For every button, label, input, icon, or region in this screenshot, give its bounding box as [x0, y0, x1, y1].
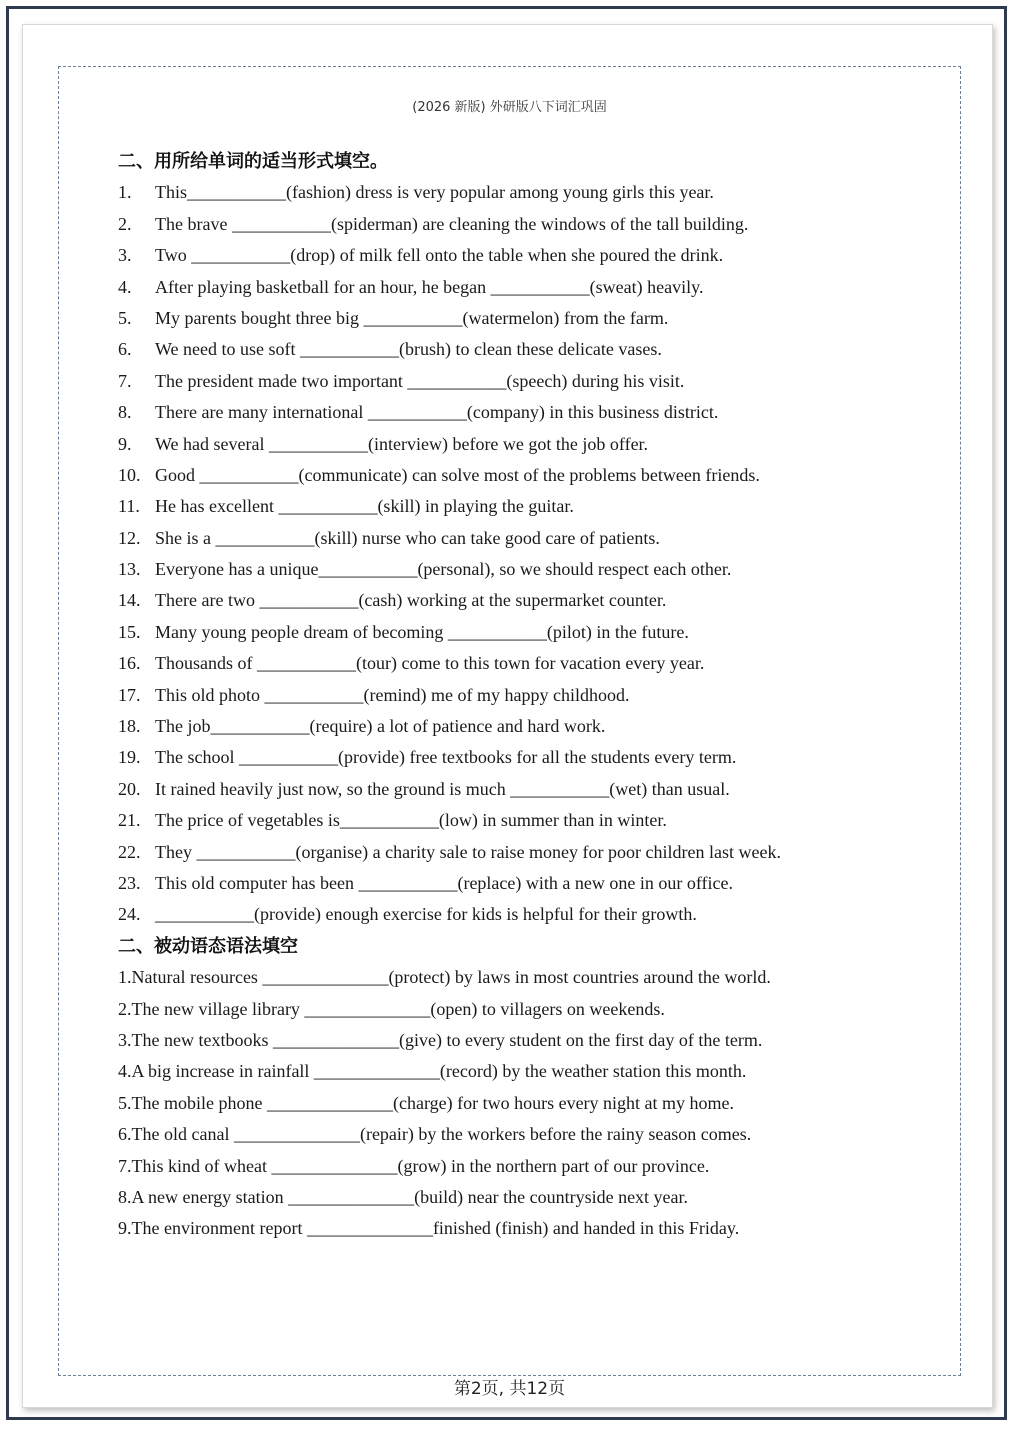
question-number: 17. [118, 684, 141, 705]
question-number: 8. [118, 402, 132, 423]
question-text: The brave ___________(spiderman) are cleaning the windows of the tall building. [155, 213, 749, 234]
question-number: 15. [118, 621, 141, 642]
question-number: 23. [118, 872, 141, 893]
question-item [118, 680, 858, 711]
question-text: It rained heavily just now, so the ground is much ___________(wet) than usual. [155, 778, 730, 799]
question-text: Two ___________(drop) of milk fell onto the table when she poured the drink. [155, 245, 724, 266]
question-number: 16. [118, 653, 141, 674]
question-text: The job___________(require) a lot of patience and hard work. [155, 716, 606, 737]
question-number: 14. [118, 590, 141, 611]
question-item [118, 272, 858, 303]
passive-question-item: 8.A new energy station ______________(build) near the countryside next year. [118, 1186, 689, 1207]
question-number: 24. [118, 904, 141, 925]
question-item [118, 774, 858, 805]
question-item [118, 334, 858, 365]
question-number: 5. [118, 307, 132, 328]
question-item [118, 209, 858, 240]
question-number: 20. [118, 778, 141, 799]
question-text: He has excellent ___________(skill) in playing the guitar. [155, 496, 574, 517]
page-number: 第2页, 共12页 [453, 1379, 566, 1399]
question-number: 9. [118, 433, 132, 454]
question-text: This old photo ___________(remind) me of my happy childhood. [155, 684, 630, 705]
question-text: My parents bought three big ___________(watermelon) from the farm. [155, 307, 669, 328]
passive-question-item: 3.The new textbooks ______________(give) to every student on the first day of the term. [118, 1029, 763, 1050]
question-text: They ___________(organise) a charity sale to raise money for poor children last week. [155, 841, 781, 862]
question-item [118, 899, 858, 930]
question-text: The school ___________(provide) free textbooks for all the students every term. [155, 747, 737, 768]
passive-question-item: 4.A big increase in rainfall ______________(record) by the weather station this month. [118, 1061, 747, 1082]
question-text: We need to use soft ___________(brush) to clean these delicate vases. [155, 339, 662, 360]
question-number: 1. [118, 182, 132, 203]
question-text: The price of vegetables is___________(low) in summer than in winter. [155, 810, 667, 831]
section1-title: 二、用所给单词的适当形式填空。 [118, 151, 388, 172]
passive-question-item: 6.The old canal ______________(repair) by the workers before the rainy season comes. [118, 1124, 752, 1145]
question-item [118, 711, 858, 742]
question-number: 22. [118, 841, 141, 862]
question-item [118, 397, 858, 428]
question-item [118, 648, 858, 679]
question-number: 18. [118, 716, 141, 737]
question-item [118, 491, 858, 522]
question-item [118, 805, 858, 836]
question-item [118, 585, 858, 616]
passive-question-item: 5.The mobile phone ______________(charge) for two hours every night at my home. [118, 1092, 735, 1113]
passive-question-item: 7.This kind of wheat ______________(grow) in the northern part of our province. [118, 1155, 710, 1176]
page-header: (2026 新版) 外研版八下词汇巩固 [412, 100, 607, 115]
question-item [118, 429, 858, 460]
question-number: 13. [118, 559, 141, 580]
question-item [118, 366, 858, 397]
question-text: This___________(fashion) dress is very popular among young girls this year. [155, 182, 714, 203]
question-text: We had several ___________(interview) before we got the job offer. [155, 433, 649, 454]
question-number: 4. [118, 276, 132, 297]
question-text: The president made two important ___________(speech) during his visit. [155, 370, 685, 391]
question-item [118, 617, 858, 648]
question-text: There are two ___________(cash) working at the supermarket counter. [155, 590, 667, 611]
question-number: 6. [118, 339, 132, 360]
question-text: Good ___________(communicate) can solve most of the problems between friends. [155, 464, 760, 485]
question-number: 3. [118, 245, 132, 266]
question-item [118, 460, 858, 491]
question-item [118, 523, 858, 554]
question-text: After playing basketball for an hour, he began ___________(sweat) heavily. [155, 276, 704, 297]
question-text: There are many international ___________(company) in this business district. [155, 402, 719, 423]
question-number: 7. [118, 370, 132, 391]
question-text: This old computer has been ___________(replace) with a new one in our office. [155, 872, 733, 893]
section2-title: 二、被动语态语法填空 [118, 935, 298, 957]
question-text: Thousands of ___________(tour) come to this town for vacation every year. [155, 653, 705, 674]
question-item [118, 554, 858, 585]
question-item [118, 303, 858, 334]
question-number: 2. [118, 213, 132, 234]
question-item [118, 177, 858, 208]
question-text: Everyone has a unique___________(personal), so we should respect each other. [155, 559, 732, 580]
section1-question-list [118, 177, 858, 930]
question-text: She is a ___________(skill) nurse who can take good care of patients. [155, 527, 660, 548]
question-item [118, 240, 858, 271]
passive-question-item: 9.The environment report ______________finished (finish) and handed in this Friday. [118, 1218, 740, 1239]
question-text: Many young people dream of becoming ___________(pilot) in the future. [155, 621, 689, 642]
passive-question-item: 1.Natural resources ______________(protect) by laws in most countries around the world. [118, 967, 771, 988]
question-number: 21. [118, 810, 141, 831]
question-number: 19. [118, 747, 141, 768]
question-item [118, 837, 858, 868]
section2-question-list [118, 962, 858, 1245]
passive-question-item: 2.The new village library ______________(open) to villagers on weekends. [118, 998, 665, 1019]
question-item [118, 742, 858, 773]
question-text: ___________(provide) enough exercise for kids is helpful for their growth. [155, 904, 697, 925]
question-number: 10. [118, 464, 141, 485]
question-number: 11. [118, 496, 140, 517]
question-item [118, 868, 858, 899]
worksheet-content [118, 146, 858, 1245]
question-number: 12. [118, 527, 141, 548]
